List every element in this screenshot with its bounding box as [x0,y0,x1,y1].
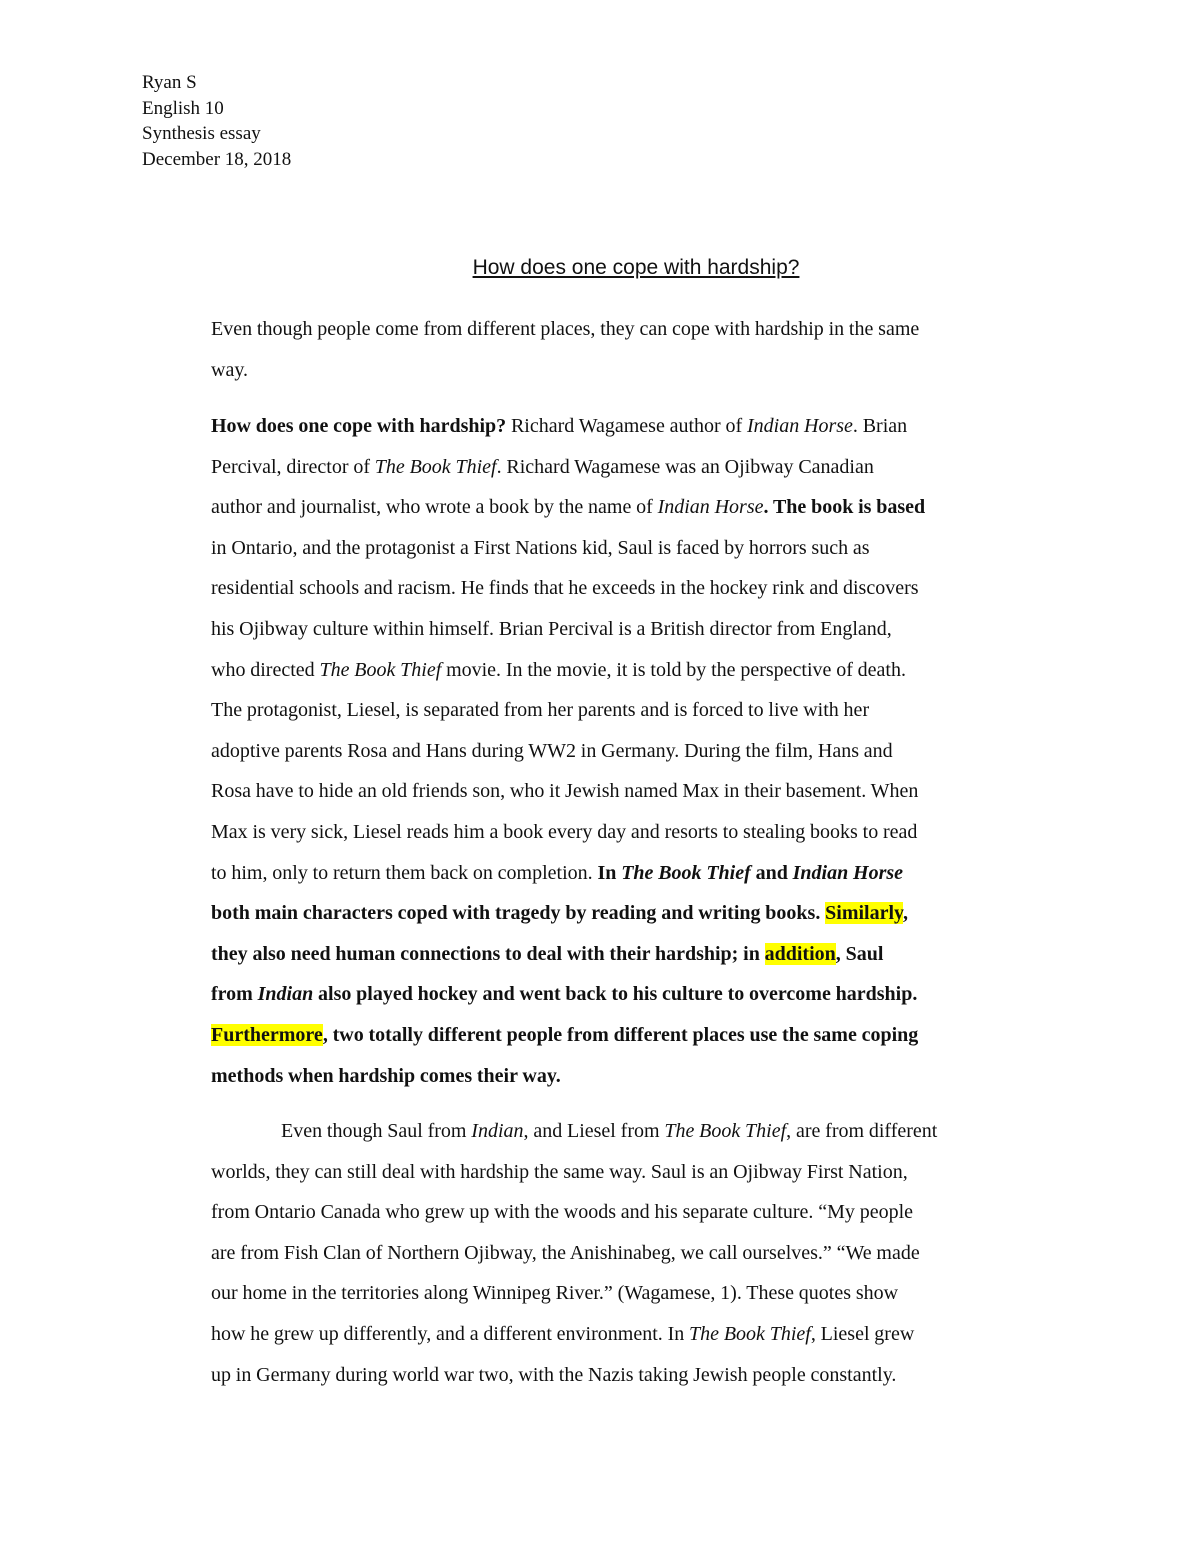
book-title: The Book Thief [689,1322,811,1345]
text-line: how he grew up differently, and a different environment. In The Book Thief, Liesel grew [211,1322,915,1345]
text-line: worlds, they can still deal with hardship the same way. Saul is an Ojibway First Nation, [211,1160,908,1183]
author-name: Ryan S [142,72,197,93]
text-line: Percival, director of The Book Thief. Richard Wagamese was an Ojibway Canadian [211,455,874,478]
body-paragraph [211,1111,1061,1395]
book-title: The Book Thief [621,861,751,884]
text-line: his Ojibway culture within himself. Brian Percival is a British director from England, [211,617,892,640]
text-line: both main characters coped with tragedy by reading and writing books. Similarly, [211,902,908,925]
text-line: Rosa have to hide an old friends son, who it Jewish named Max in their basement. When [211,780,919,803]
intro-paragraph [211,406,1061,1096]
book-title: The Book Thief [319,658,442,681]
highlighted-transition: addition [764,942,836,965]
text-line: our home in the territories along Winnipeg River.” (Wagamese, 1). These quotes show [211,1282,899,1305]
text-line: How does one cope with hardship? Richard Wagamese author of Indian Horse. Brian [211,415,908,437]
book-title: Indian Horse [657,496,764,519]
text-line: are from Fish Clan of Northern Ojibway, the Anishinabeg, we call ourselves.” “We made [211,1241,920,1264]
text-line: to him, only to return them back on completion. In The Book Thief and Indian Horse [211,861,904,884]
text-line: up in Germany during world war two, with the Nazis taking Jewish people constantly. [211,1363,897,1386]
highlighted-transition: Furthermore [211,1023,323,1046]
text-line: from Ontario Canada who grew up with the woods and his separate culture. “My people [211,1201,914,1224]
book-title: The Book Thief [374,455,497,478]
text-line: in Ontario, and the protagonist a First Nations kid, Saul is faced by horrors such as [211,536,870,559]
book-title: Indian [471,1120,524,1142]
book-title: Indian [257,983,314,1006]
hook-question: How does one cope with hardship? [211,415,507,437]
book-title: Indian Horse [746,415,853,437]
essay-header [142,70,291,172]
text-line: who directed The Book Thief movie. In the movie, it is told by the perspective of death. [211,658,906,681]
book-title: The Book Thief [664,1120,787,1142]
text-line: Furthermore, two totally different people from different places use the same coping [211,1023,919,1046]
assignment-type: Synthesis essay [142,123,261,144]
thesis-paragraph [211,309,1061,390]
highlighted-transition: Similarly [825,902,903,925]
text-line: they also need human connections to deal with their hardship; in addition, Saul [211,942,884,965]
text-line: The protagonist, Liesel, is separated from her parents and is forced to live with her [211,699,870,722]
text-line: Even though Saul from Indian, and Liesel from The Book Thief, are from different [281,1120,938,1142]
text-line: author and journalist, who wrote a book by the name of Indian Horse. The book is based [211,496,926,519]
text-line: methods when hardship comes their way. [211,1064,561,1087]
text-line: adoptive parents Rosa and Hans during WW2 in Germany. During the film, Hans and [211,739,893,762]
text-line: way. [211,358,249,381]
book-title: Indian Horse [792,861,904,884]
essay-date: December 18, 2018 [142,148,292,170]
course-name: English 10 [142,97,224,119]
text-line: from Indian also played hockey and went back to his culture to overcome hardship. [211,983,918,1006]
thesis-start: In The Book Thief and Indian Horse [597,861,904,884]
text-line: residential schools and racism. He finds that he exceeds in the hockey rink and discovers [211,577,919,600]
text-line: Even though people come from different places, they can cope with hardship in the same [211,318,920,340]
essay-title: How does one cope with hardship? [472,256,800,279]
text-line: Max is very sick, Liesel reads him a book every day and resorts to stealing books to read [211,820,918,843]
